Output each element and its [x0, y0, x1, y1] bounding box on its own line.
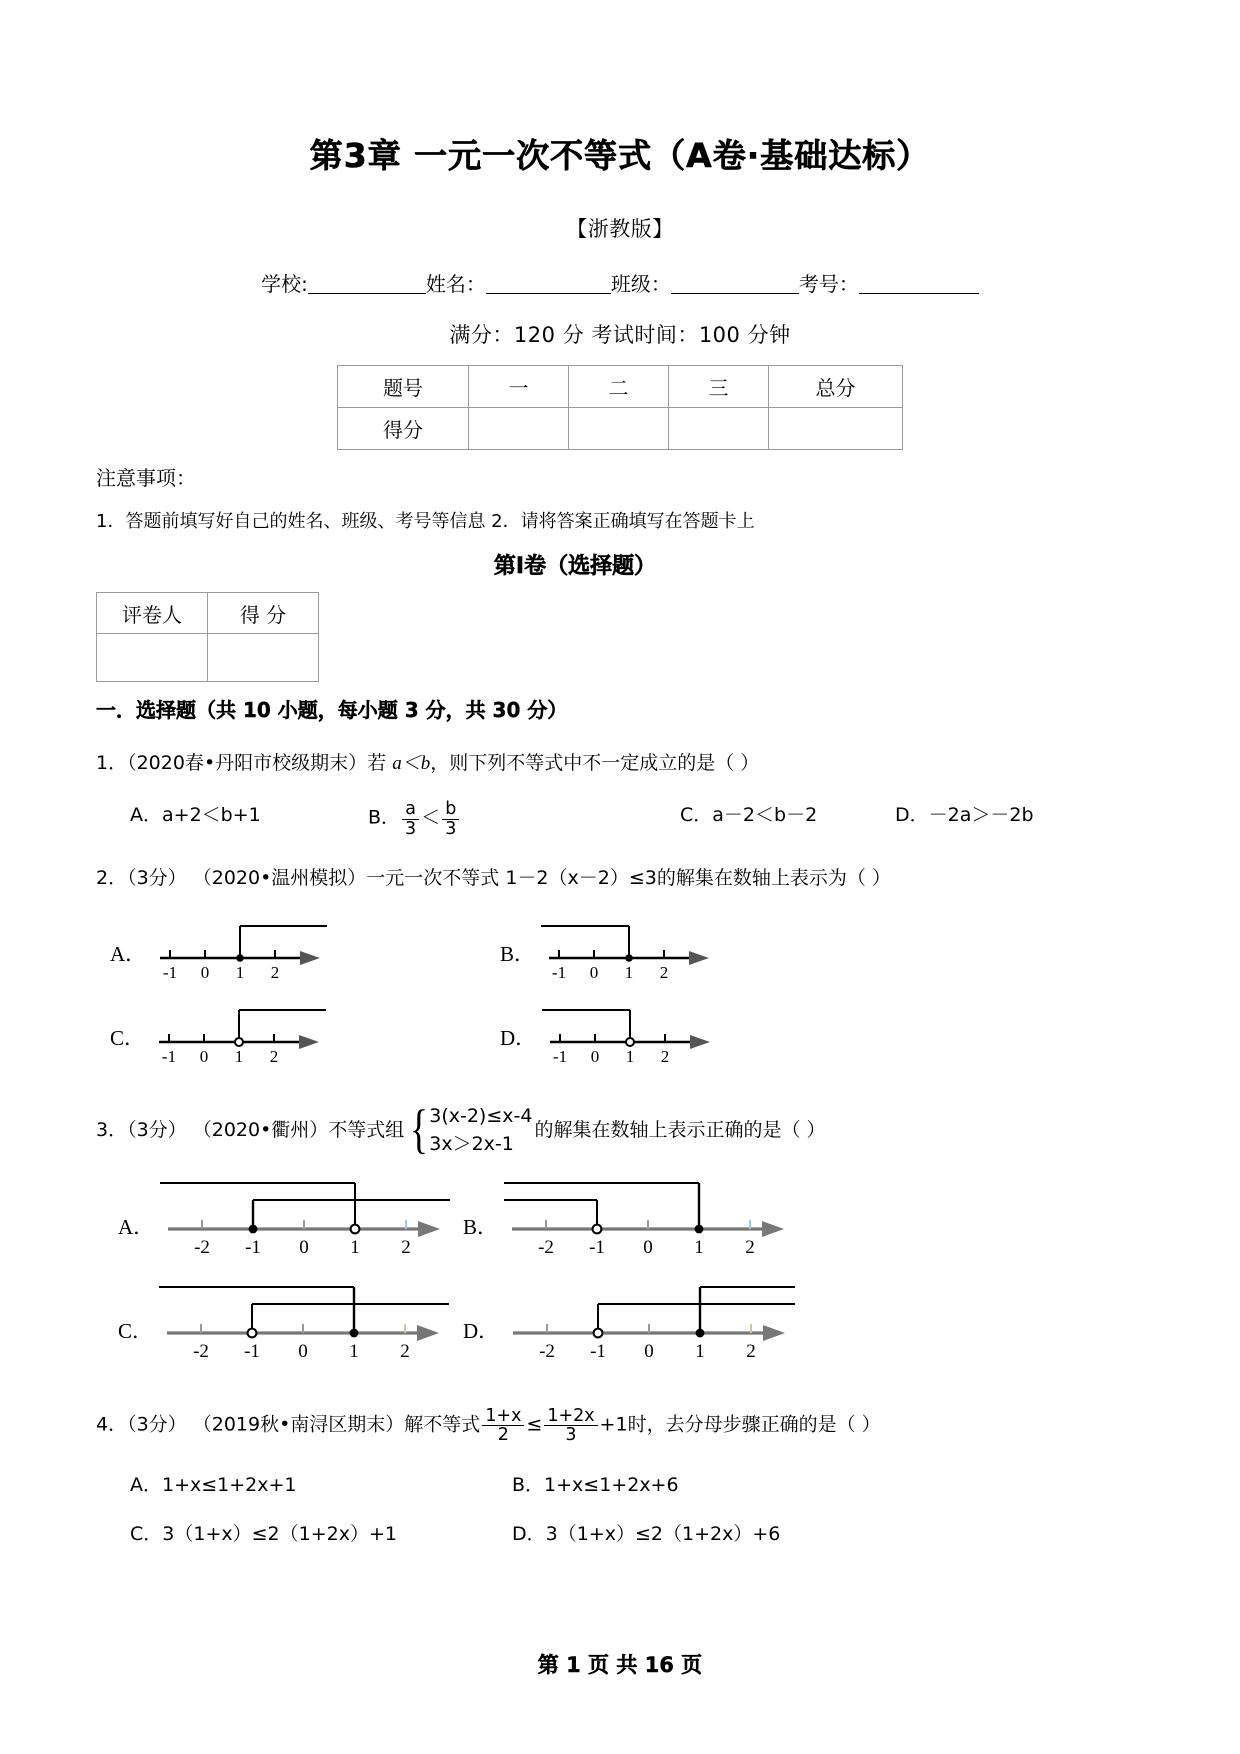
score-table-header-4: 总分 [769, 366, 903, 408]
svg-text:-1: -1 [161, 1046, 177, 1066]
table-row [338, 366, 903, 408]
svg-text:1: 1 [625, 1046, 635, 1066]
identification-line [0, 268, 1240, 297]
question-4-option-b[interactable] [512, 1470, 679, 1497]
option-label: A． [130, 1474, 162, 1497]
grader-table [96, 592, 319, 682]
svg-text:2: 2 [746, 1340, 756, 1362]
option-text: 1+x≤1+2x+6 [544, 1474, 679, 1497]
question-1-source: （2020春•丹阳市校级期末） [127, 752, 368, 774]
svg-text:0: 0 [589, 962, 599, 982]
option-label: B． [512, 1474, 545, 1497]
fraction-b-over-3: $\frac{b}{3}$ [442, 800, 459, 838]
score-table-cell-1[interactable] [469, 408, 569, 450]
fraction-a-over-3: $\frac{a}{3}$ [402, 800, 419, 838]
question-4-stem-post: 时，去分母步骤正确的是（ ） [627, 1413, 881, 1436]
grader-header-name: 评卷人 [97, 593, 208, 634]
svg-text:2: 2 [270, 962, 280, 982]
score-table-cell-3[interactable] [669, 408, 769, 450]
score-table-header-2: 二 [569, 366, 669, 408]
option-label: C． [130, 1523, 163, 1546]
svg-text:-1: -1 [589, 1236, 605, 1258]
question-3-stem-post: 的解集在数轴上表示正确的是（ ） [534, 1118, 826, 1141]
question-3-options-row-2 [118, 1271, 1240, 1363]
question-2-options-row-2 [110, 992, 1240, 1070]
svg-text:0: 0 [299, 1236, 309, 1258]
question-2-option-d[interactable] [500, 992, 717, 1070]
section-title-choice: 一．选择题（共 10 小题，每小题 3 分，共 30 分） [96, 698, 568, 722]
question-2-option-b[interactable] [500, 908, 716, 986]
grader-cell-name[interactable] [97, 634, 208, 682]
option-text: a+2＜b+1 [162, 804, 261, 827]
score-table-cell-4[interactable] [769, 408, 903, 450]
question-3-option-c[interactable] [118, 1271, 463, 1363]
question-1-option-a[interactable] [130, 800, 368, 838]
svg-text:-1: -1 [245, 1236, 262, 1258]
question-1-stem-math: a＜b [392, 753, 431, 774]
notes-body: 1．答题前填写好自己的姓名、班级、考号等信息 2．请将答案正确填写在答题卡上 [96, 511, 755, 532]
question-1-option-b[interactable] [368, 800, 680, 838]
question-3-stem-pre: 不等式组 [328, 1118, 405, 1141]
question-2-option-a[interactable] [110, 908, 500, 986]
exam-no-label: 考号： [798, 272, 859, 296]
number-line-3a [160, 1167, 450, 1259]
svg-text:0: 0 [298, 1340, 308, 1362]
option-label: A． [110, 941, 147, 966]
question-4 [96, 1407, 1240, 1445]
svg-text:1: 1 [624, 962, 634, 982]
question-3-options-row-1 [118, 1167, 1240, 1259]
option-text: 3（1+x）≤2（1+2x）+6 [545, 1523, 781, 1546]
class-blank[interactable] [671, 274, 799, 294]
option-text: 1+x≤1+2x+1 [162, 1474, 297, 1497]
svg-text:-2: -2 [538, 1236, 554, 1258]
svg-text:-2: -2 [539, 1340, 556, 1362]
name-blank[interactable] [486, 274, 611, 294]
svg-text:-2: -2 [194, 1236, 211, 1258]
svg-text:-1: -1 [553, 1046, 568, 1066]
option-label: C． [110, 1025, 146, 1050]
score-table-cell-0: 得分 [338, 408, 469, 450]
page-footer: 第 1 页 共 16 页 [537, 1653, 703, 1677]
system-line-1: 3(x-2)≤x-4 [429, 1104, 533, 1127]
number-line-b [541, 908, 716, 986]
question-2 [96, 864, 1240, 893]
option-label: D． [500, 1025, 537, 1050]
svg-text:1: 1 [695, 1340, 705, 1362]
option-label: C． [680, 804, 713, 827]
question-3-source: （2020•衢州） [192, 1118, 329, 1141]
svg-text:0: 0 [200, 962, 210, 982]
score-table-cell-2[interactable] [569, 408, 669, 450]
relation-symbol: ＜ [421, 807, 441, 830]
question-1-option-d[interactable] [895, 800, 1034, 838]
option-text: a－2＜b－2 [712, 804, 818, 827]
svg-text:1: 1 [350, 1236, 360, 1258]
svg-text:-1: -1 [551, 962, 567, 982]
question-2-score: （3分） [127, 867, 187, 890]
svg-text:2: 2 [400, 1340, 410, 1362]
svg-text:2: 2 [269, 1046, 279, 1066]
number-line-3c [159, 1271, 449, 1363]
question-1-number: 1． [96, 752, 128, 774]
svg-text:1: 1 [235, 962, 245, 982]
svg-text:2: 2 [660, 1046, 670, 1066]
question-1-options [130, 800, 1240, 838]
question-4-score: （3分） [127, 1413, 187, 1436]
page-title: 第3章 一元一次不等式（A卷·基础达标） [309, 136, 931, 175]
grader-header-score: 得 分 [208, 593, 319, 634]
option-label: B． [500, 941, 536, 966]
question-2-stem: 一元一次不等式 1－2（x－2）≤3的解集在数轴上表示为（ ） [366, 867, 891, 890]
option-label: D． [512, 1523, 546, 1546]
number-line-3b [504, 1167, 794, 1259]
svg-text:-2: -2 [193, 1340, 209, 1362]
question-1-option-c[interactable] [680, 800, 895, 838]
score-and-time: 满分：120 分 考试时间：100 分钟 [449, 323, 791, 347]
question-4-option-c[interactable] [130, 1519, 512, 1546]
question-4-source: （2019秋•南浔区期末） [192, 1413, 405, 1436]
number-line-d [542, 992, 717, 1070]
question-4-option-a[interactable] [130, 1470, 512, 1497]
svg-text:-1: -1 [163, 962, 178, 982]
option-label: B． [463, 1214, 499, 1239]
question-2-figures [110, 908, 1240, 1070]
score-table-header-3: 三 [669, 366, 769, 408]
plus-one: +1 [599, 1413, 628, 1436]
grader-cell-score[interactable] [208, 634, 319, 682]
school-label: 学校: [261, 272, 308, 296]
option-label: A． [118, 1214, 155, 1239]
svg-text:0: 0 [199, 1046, 209, 1066]
relation-symbol: ≤ [526, 1413, 543, 1436]
question-3-score: （3分） [127, 1118, 187, 1141]
question-2-options-row-1 [110, 908, 1240, 986]
question-3-number: 3． [96, 1118, 128, 1141]
question-3-figures [118, 1167, 1240, 1363]
svg-text:1: 1 [694, 1236, 704, 1258]
notes-title: 注意事项： [96, 466, 196, 490]
option-text: －2a＞－2b [928, 804, 1034, 827]
svg-text:-1: -1 [244, 1340, 260, 1362]
fraction-1plus2x-over-3: $\frac{1+2x}{3}$ [544, 1407, 597, 1445]
exam-no-blank[interactable] [859, 274, 979, 294]
class-label: 班级： [610, 272, 671, 296]
svg-text:2: 2 [659, 962, 669, 982]
svg-text:0: 0 [644, 1340, 654, 1362]
fraction-1plusx-over-2: $\frac{1+x}{2}$ [482, 1407, 524, 1445]
question-1 [96, 749, 1240, 778]
part-heading: 第Ⅰ卷（选择题） [493, 554, 657, 579]
svg-text:1: 1 [234, 1046, 244, 1066]
school-blank[interactable] [308, 274, 426, 294]
question-4-option-d[interactable] [512, 1519, 780, 1546]
name-label: 姓名： [425, 272, 486, 296]
svg-text:-1: -1 [590, 1340, 607, 1362]
table-row [338, 408, 903, 450]
inequality-system [406, 1099, 533, 1160]
question-4-options-row-1 [130, 1470, 1240, 1497]
system-rows [429, 1102, 532, 1159]
edition-label: 【浙教版】 [566, 217, 674, 241]
score-table-wrapper [0, 365, 1240, 450]
table-row [97, 634, 319, 682]
brace-icon: { [410, 1099, 429, 1160]
svg-text:2: 2 [401, 1236, 411, 1258]
option-text: 3（1+x）≤2（1+2x）+1 [162, 1523, 397, 1546]
number-line-c [151, 992, 326, 1070]
question-1-stem-post: ，则下列不等式中不一定成立的是（ ） [430, 752, 760, 774]
table-row [97, 593, 319, 634]
system-line-2: 3x＞2x-1 [429, 1133, 514, 1156]
question-2-source: （2020•温州模拟） [192, 867, 367, 890]
number-line-3d [505, 1271, 795, 1363]
svg-text:0: 0 [643, 1236, 653, 1258]
score-table [337, 365, 903, 450]
question-3 [96, 1099, 1240, 1160]
question-4-stem-pre: 解不等式 [404, 1413, 481, 1436]
option-label: C． [118, 1318, 154, 1343]
score-table-header-1: 一 [469, 366, 569, 408]
grader-table-wrapper [96, 592, 1240, 682]
option-label: B． [368, 807, 401, 830]
question-4-options-row-2 [130, 1519, 1240, 1546]
option-label: D． [895, 804, 929, 827]
question-4-number: 4． [96, 1413, 128, 1436]
svg-text:1: 1 [349, 1340, 359, 1362]
score-table-header-0: 题号 [338, 366, 469, 408]
number-line-a [152, 908, 327, 986]
option-label: A． [130, 804, 162, 827]
question-2-number: 2． [96, 867, 128, 890]
svg-text:2: 2 [745, 1236, 755, 1258]
question-3-option-d[interactable] [463, 1271, 795, 1363]
svg-text:0: 0 [590, 1046, 600, 1066]
question-2-option-c[interactable] [110, 992, 500, 1070]
question-1-stem-pre: 若 [367, 752, 393, 774]
question-3-option-a[interactable] [118, 1167, 463, 1259]
option-label: D． [463, 1318, 500, 1343]
question-3-option-b[interactable] [463, 1167, 794, 1259]
